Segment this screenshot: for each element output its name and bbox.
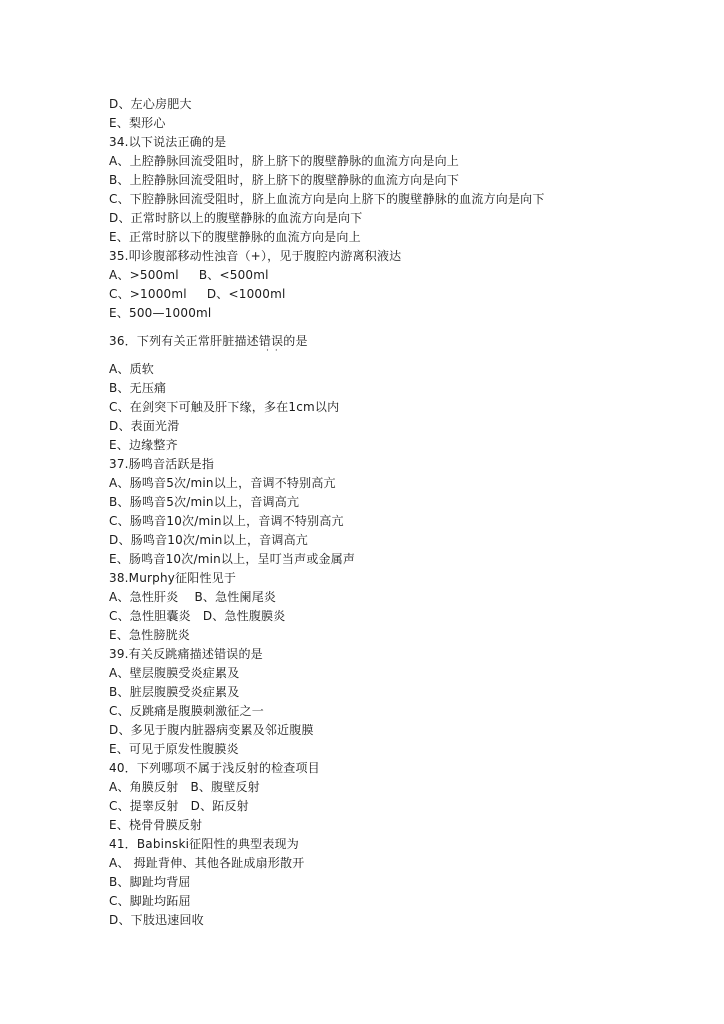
answer-option: C、在剑突下可触及肝下缘，多在1cm以内 <box>109 400 340 414</box>
question-heading: 40．下列哪项不属于浅反射的检查项目 <box>109 761 320 775</box>
answer-option: E、急性膀胱炎 <box>109 628 190 642</box>
answer-option: A、质软 <box>109 362 155 376</box>
answer-option: E、肠鸣音10次/min以上，呈叮当声或金属声 <box>109 552 356 566</box>
answer-option: B、脏层腹膜受炎症累及 <box>109 685 240 699</box>
answer-option: C、下腔静脉回流受阻时，脐上血流方向是向上脐下的腹壁静脉的血流方向是向下 <box>109 192 545 206</box>
answer-option: D、多见于腹内脏器病变累及邻近腹膜 <box>109 723 314 737</box>
answer-option: C、急性胆囊炎 D、急性腹膜炎 <box>109 609 286 623</box>
answer-option: B、无压痛 <box>109 381 167 395</box>
answer-option: E、可见于原发性腹膜炎 <box>109 742 239 756</box>
answer-option: D、正常时脐以上的腹壁静脉的血流方向是向下 <box>109 211 363 225</box>
answer-option: E、桡骨骨膜反射 <box>109 818 203 832</box>
answer-option: C、提睾反射 D、跖反射 <box>109 799 249 813</box>
answer-option: E、边缘整齐 <box>109 438 178 452</box>
answer-option: D、表面光滑 <box>109 419 180 433</box>
answer-option: A、壁层腹膜受炎症累及 <box>109 666 240 680</box>
question-heading: 39.有关反跳痛描述错误的是 <box>109 647 263 661</box>
question-heading: 37.肠鸣音活跃是指 <box>109 457 215 471</box>
answer-option: A、急性肝炎 B、急性阑尾炎 <box>109 590 277 604</box>
answer-option: C、反跳痛是腹膜刺激征之一 <box>109 704 264 718</box>
question-heading: 36．下列有关正常肝脏描述错误的是 <box>109 334 308 348</box>
answer-option: E、500—1000ml <box>109 306 212 320</box>
text-line: D、左心房肥大 <box>109 97 192 111</box>
answer-option: A、>500ml B、<500ml <box>109 268 269 282</box>
answer-option: A、上腔静脉回流受阻时，脐上脐下的腹壁静脉的血流方向是向上 <box>109 154 460 168</box>
answer-option: A、 拇趾背伸、其他各趾成扇形散开 <box>109 856 305 870</box>
question-heading: 41．Babinski征阳性的典型表现为 <box>109 837 299 851</box>
answer-option: B、脚趾均背屈 <box>109 875 191 889</box>
question-heading: 38.Murphy征阳性见于 <box>109 571 237 585</box>
answer-option: C、脚趾均跖屈 <box>109 894 191 908</box>
text-line: E、梨形心 <box>109 116 166 130</box>
answer-option: A、肠鸣音5次/min以上，音调不特别高亢 <box>109 476 336 490</box>
answer-option: C、肠鸣音10次/min以上，音调不特别高亢 <box>109 514 344 528</box>
question-heading: 34.以下说法正确的是 <box>109 135 227 149</box>
answer-option: C、>1000ml D、<1000ml <box>109 287 286 301</box>
answer-option: A、角膜反射 B、腹壁反射 <box>109 780 260 794</box>
answer-option: B、肠鸣音5次/min以上，音调高亢 <box>109 495 300 509</box>
answer-option: D、下肢迅速回收 <box>109 913 204 927</box>
answer-option: B、上腔静脉回流受阻时，脐上脐下的腹壁静脉的血流方向是向下 <box>109 173 460 187</box>
emphasis-dots: ·· <box>266 346 284 356</box>
question-heading: 35.叩诊腹部移动性浊音（+），见于腹腔内游离积液达 <box>109 249 402 263</box>
answer-option: D、肠鸣音10次/min以上，音调高亢 <box>109 533 308 547</box>
answer-option: E、正常时脐以下的腹壁静脉的血流方向是向上 <box>109 230 361 244</box>
